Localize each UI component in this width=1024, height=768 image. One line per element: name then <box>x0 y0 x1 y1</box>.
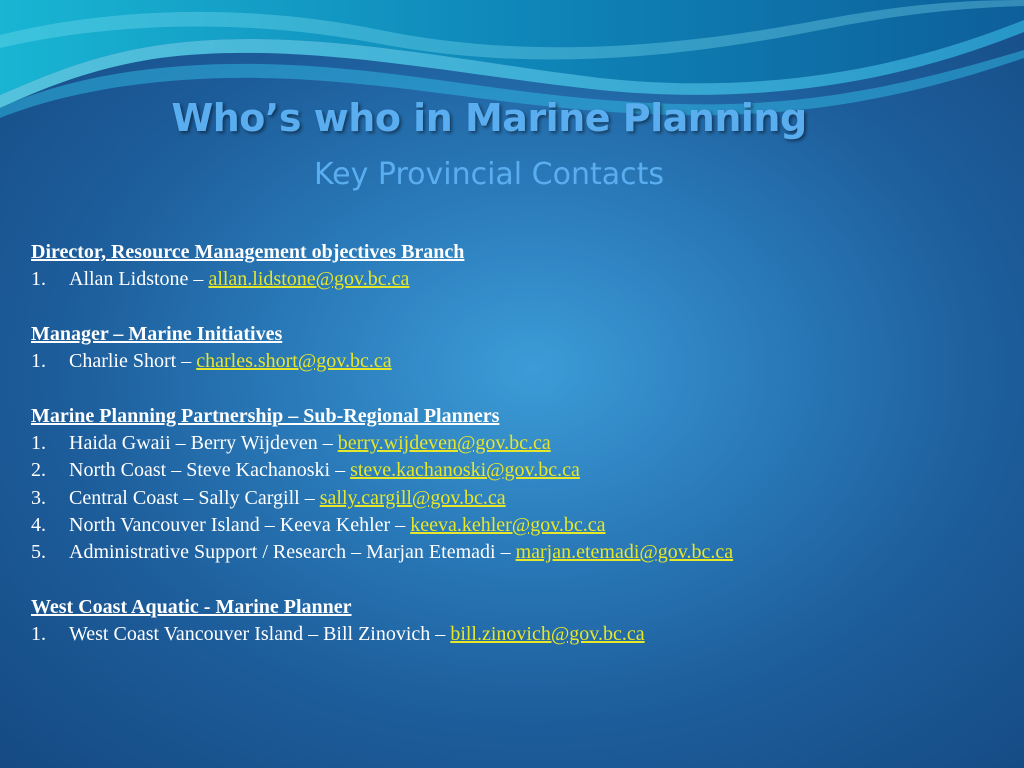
email-link[interactable]: allan.lidstone@gov.bc.ca <box>208 268 410 291</box>
contact-text: North Vancouver Island – Keeva Kehler – <box>69 513 411 536</box>
email-link[interactable]: bill.zinovich@gov.bc.ca <box>450 623 645 646</box>
section-director <box>31 239 1011 294</box>
slide-title: Who’s who in Marine Planning <box>171 96 807 140</box>
email-link[interactable]: steve.kachanoski@gov.bc.ca <box>350 459 580 482</box>
list-number: 5. <box>31 541 46 564</box>
contact-text: Haida Gwaii – Berry Wijdeven – <box>69 432 338 455</box>
email-link[interactable]: marjan.etemadi@gov.bc.ca <box>515 541 734 564</box>
list-item <box>31 348 1011 375</box>
list-number: 2. <box>31 459 46 482</box>
section-sub-regional-planners <box>31 403 1011 567</box>
list-number: 1. <box>31 623 46 646</box>
contact-text: Allan Lidstone – <box>69 268 209 291</box>
contact-text: West Coast Vancouver Island – Bill Zinovich – <box>69 623 451 646</box>
list-item <box>31 266 1011 293</box>
email-link[interactable]: sally.cargill@gov.bc.ca <box>319 486 506 509</box>
list-item <box>31 512 1011 539</box>
list-number: 1. <box>31 432 46 455</box>
section-heading: Marine Planning Partnership – Sub-Regional Planners <box>31 404 500 427</box>
email-link[interactable]: keeva.kehler@gov.bc.ca <box>410 513 606 536</box>
list-item <box>31 539 1011 566</box>
contact-text: North Coast – Steve Kachanoski – <box>69 459 351 482</box>
list-number: 3. <box>31 486 46 509</box>
contacts-content <box>31 239 1011 648</box>
section-heading: Manager – Marine Initiatives <box>31 322 283 345</box>
email-link[interactable]: charles.short@gov.bc.ca <box>196 350 392 373</box>
contact-text: Central Coast – Sally Cargill – <box>69 486 320 509</box>
contact-text: Charlie Short – <box>69 350 197 373</box>
list-item <box>31 485 1011 512</box>
list-number: 1. <box>31 350 46 373</box>
section-west-coast-aquatic <box>31 594 1011 649</box>
list-item <box>31 621 1011 648</box>
slide-subtitle: Key Provincial Contacts <box>313 157 665 192</box>
section-heading: Director, Resource Management objectives Branch <box>31 241 465 263</box>
section-manager <box>31 321 1011 376</box>
list-item <box>31 457 1011 484</box>
section-heading: West Coast Aquatic - Marine Planner <box>31 595 352 618</box>
contact-text: Administrative Support / Research – Marjan Etemadi – <box>69 541 516 564</box>
list-number: 4. <box>31 513 46 536</box>
list-number: 1. <box>31 268 46 291</box>
list-item <box>31 430 1011 457</box>
email-link[interactable]: berry.wijdeven@gov.bc.ca <box>337 432 551 455</box>
